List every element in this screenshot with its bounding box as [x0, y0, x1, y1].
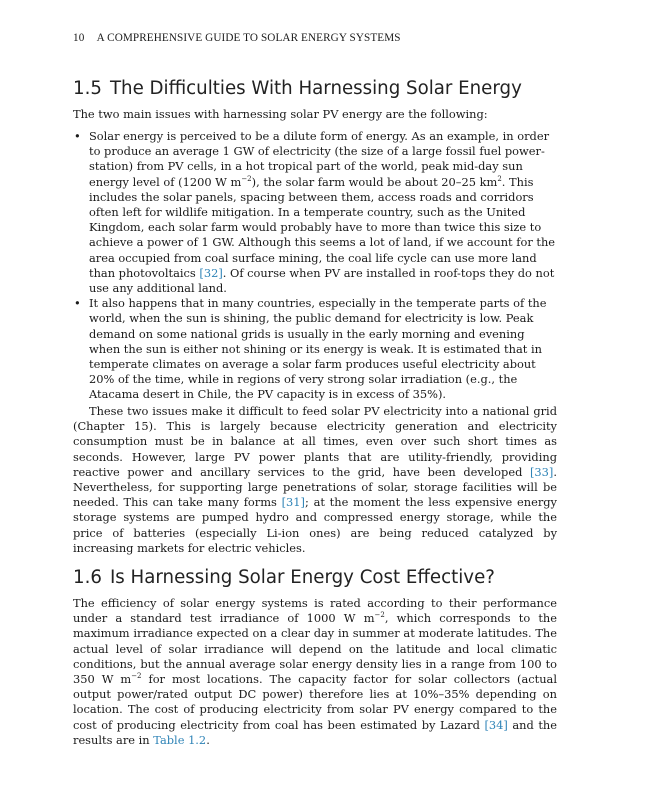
citation-link[interactable]: [33]	[529, 464, 554, 479]
section-number: 1.6	[73, 567, 102, 588]
page-number: 10	[73, 32, 85, 44]
issues-list	[73, 129, 557, 403]
citation-link[interactable]: [34]	[484, 717, 508, 732]
section-heading-1-5	[73, 78, 522, 99]
table-link[interactable]: Table 1.2	[153, 732, 207, 747]
bullet-icon: •	[74, 129, 81, 143]
intro-paragraph: The two main issues with harnessing solar PV energy are the following:	[73, 107, 488, 121]
section-title: The Difficulties With Harnessing Solar Energy	[109, 78, 522, 99]
running-title: A COMPREHENSIVE GUIDE TO SOLAR ENERGY SYSTEMS	[96, 32, 401, 44]
bullet-text-demand-mismatch: It also happens that in many countries, especially in the temperate parts of the world, when the sun is shining, the public demand for electricity is low. Peak demand on some national grids is usually in the early morning and evening when the sun is either not shining or its energy is weak. It is estimated that in temperate climates on average a solar farm produces useful electricity about 20% of the time, while in regions of very strong solar irradiation (e.g., the Atacama desert in Chile, the PV capacity is in excess of 35%).	[89, 296, 547, 402]
citation-link[interactable]: [31]	[281, 495, 305, 510]
running-header	[73, 32, 401, 44]
cost-effectiveness-paragraph: The efficiency of solar energy systems is rated according to their performance under a standard test irradiance of 1000 W $m^{-2}$, which corresponds to the maximum irradiance expected on a clear day in summer at moderate latitudes. The actual level of solar irradiance will depend on the latitude and local climatic conditions, but the annual average solar energy density lies in a range from 100 to 350 W $m^{-2}$ for most locations. The capacity factor for solar collectors (actual output power/rated output DC power) therefore lies at 10%–35% depending on location. The cost of producing electricity from solar PV energy compared to the cost of producing electricity from coal has been estimated by Lazard [34] and the results are in Table 1.2.	[73, 596, 557, 747]
bullet-icon: •	[74, 296, 81, 311]
list-item	[73, 129, 557, 296]
grid-integration-paragraph: These two issues make it difficult to feed solar PV electricity into a national grid (Chapter 15). This is largely because electricity generation and electricity consumption must be in balance at all times, even over such short times as seconds. However, large PV power plants that are utility-friendly, providing reactive power and ancillary services to the grid, have been developed [33]. Nevertheless, for supporting large penetrations of solar, storage facilities will be needed. This can take many forms [31]; at the moment the less expensive energy storage systems are pumped hydro and compressed energy storage, while the price of batteries (especially Li-ion ones) are being reduced catalyzed by increasing markets for electric vehicles.	[73, 404, 557, 555]
section-number: 1.5	[73, 78, 102, 99]
section-title: Is Harnessing Solar Energy Cost Effective?	[109, 567, 495, 588]
citation-link[interactable]: [32]	[199, 265, 223, 280]
list-item	[73, 296, 557, 402]
bullet-text-dilute-energy: Solar energy is perceived to be a dilute form of energy. As an example, in order to produce an average 1 GW of electricity (the size of a large fossil fuel power-station) from PV cells, in a hot tropical part of the world, peak mid-day sun energy level of (1200 W $m^{-2}$), the solar farm would be about 20–25 $km^2$. This includes the solar panels, spacing between them, access roads and corridors often left for wildlife mitigation. In a temperate country, such as the United Kingdom, each solar farm would probably have to more than twice this size to achieve a power of 1 GW. Although this seems a lot of land, if we account for the area occupied from coal surface mining, the coal life cycle can use more land than photovoltaics [32]. Of course when PV are installed in roof-tops they do not use any additional land.	[89, 129, 556, 296]
section-heading-1-6	[73, 567, 495, 588]
